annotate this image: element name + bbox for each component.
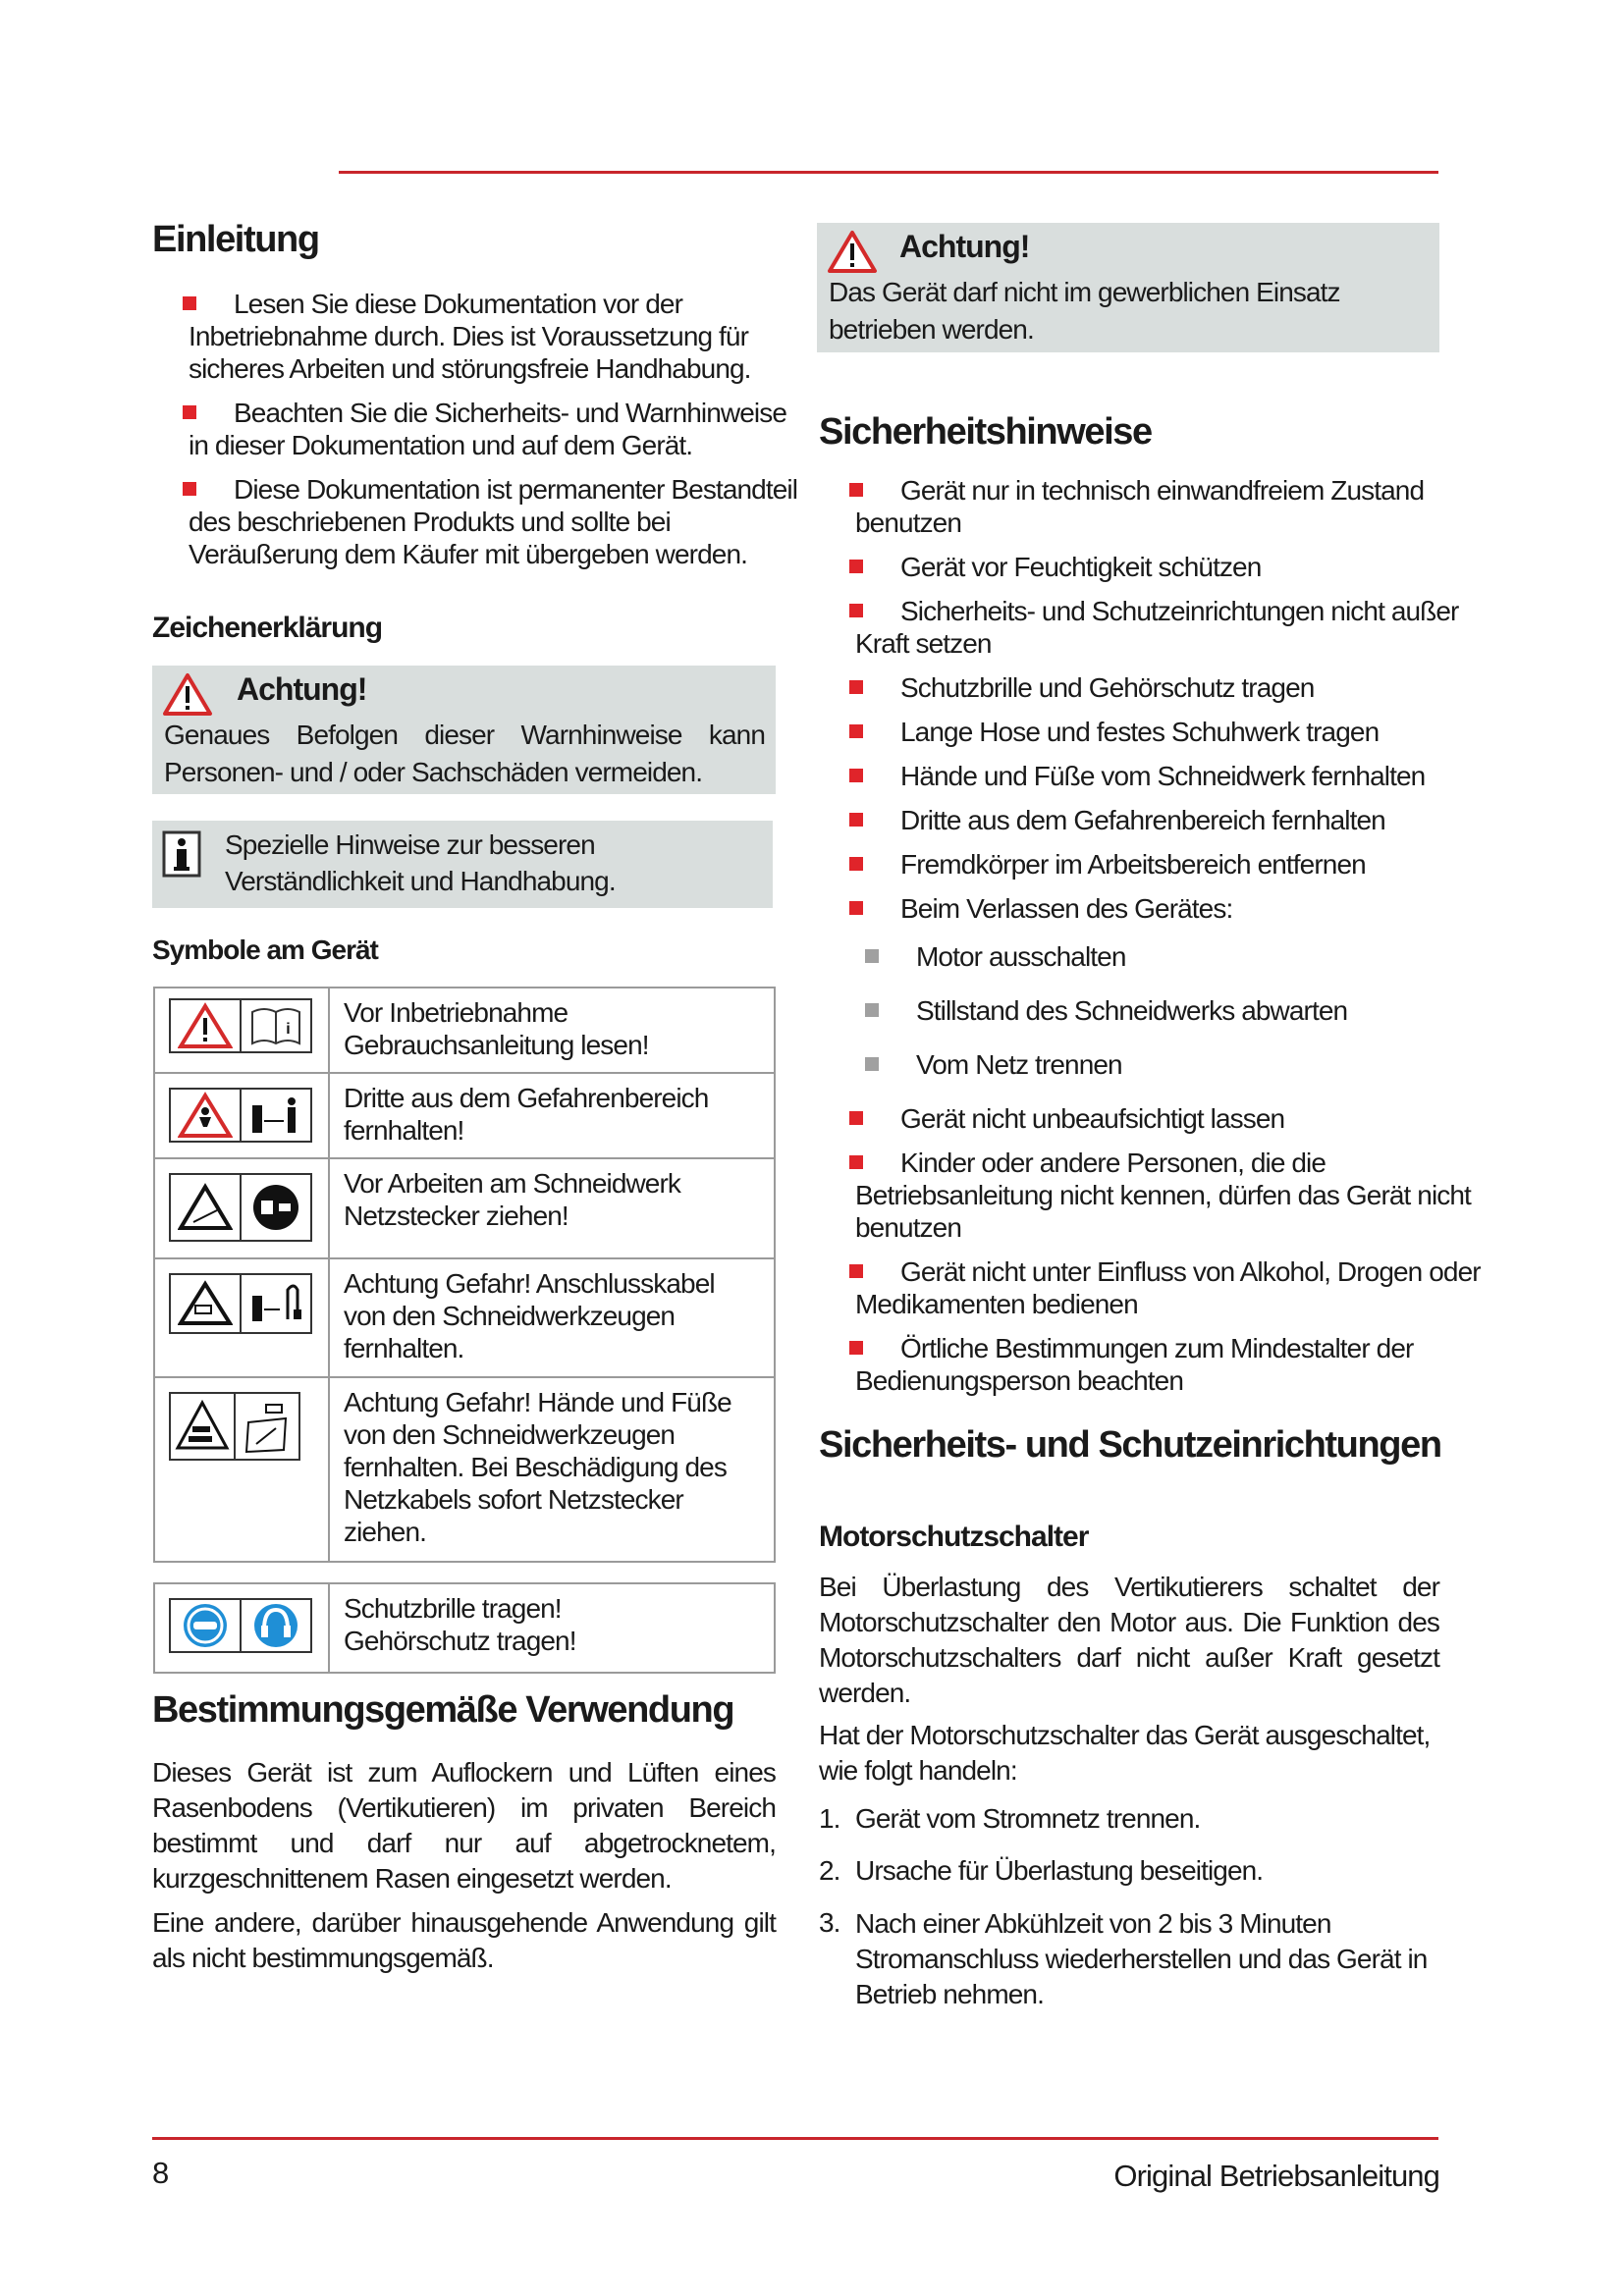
bottom-rule bbox=[152, 2137, 1438, 2140]
item-text: Hände und Füße vom Schneidwerk fernhalten bbox=[900, 761, 1426, 791]
steps-list bbox=[819, 1802, 1439, 2028]
list-item bbox=[855, 1332, 1484, 1397]
ear-protection-icon bbox=[252, 1602, 299, 1649]
warning-triangle-icon bbox=[162, 671, 213, 717]
bullet-icon bbox=[849, 680, 863, 694]
einleitung-list bbox=[189, 288, 807, 582]
bystander-hazard-icon bbox=[178, 1092, 233, 1139]
item-text: Gerät nicht unbeaufsichtigt lassen bbox=[900, 1103, 1285, 1134]
item-text: Dritte aus dem Gefahrenbereich fernhalten bbox=[900, 805, 1385, 835]
list-item bbox=[189, 473, 807, 570]
page-number: 8 bbox=[152, 2156, 169, 2190]
sub-bullet-icon bbox=[865, 1003, 879, 1017]
bullet-icon bbox=[849, 857, 863, 871]
list-item bbox=[855, 1147, 1484, 1244]
ppe-text-ear: Gehörschutz tragen! bbox=[344, 1626, 576, 1656]
keep-distance-icon bbox=[246, 1094, 305, 1137]
heading-schutzeinrichtungen: Sicherheits- und Schutzeinrichtungen bbox=[819, 1424, 1441, 1466]
list-item bbox=[855, 671, 1484, 704]
item-text: Gerät nur in technisch einwandfreiem Zustand benutzen bbox=[855, 475, 1425, 538]
item-text: Sicherheits- und Schutzeinrichtungen nicht außer Kraft setzen bbox=[855, 596, 1459, 659]
heading-sicherheitshinweise: Sicherheitshinweise bbox=[819, 411, 1152, 453]
schutz-paragraph-1: Bei Überlastung des Vertikutierers schaltet der Motorschutzschalter den Motor aus. Die Funktion des Motorschutzschalters darf nicht außer Kraft gesetzt werden. bbox=[819, 1572, 1439, 1708]
symbols-table bbox=[153, 987, 776, 1563]
symbol-text: Achtung Gefahr! Hände und Füße von den Schneidwerkzeugen fernhalten. Bei Beschädigung des Netzkabels sofort Netzstecker ziehen. bbox=[329, 1377, 775, 1562]
info-icon bbox=[162, 830, 201, 878]
step-text: Ursache für Überlastung beseitigen. bbox=[855, 1855, 1264, 1886]
heading-symbole: Symbole am Gerät bbox=[152, 934, 378, 965]
symbol-text: Vor Arbeiten am Schneidwerk Netzstecker ziehen! bbox=[329, 1158, 775, 1258]
list-item bbox=[189, 397, 807, 461]
bullet-icon bbox=[183, 296, 196, 310]
verwendung-paragraph-2: Eine andere, darüber hinausgehende Anwendung gilt als nicht bestimmungsgemäß. bbox=[152, 1907, 776, 1973]
symbol-text: Vor Inbetriebnahme Gebrauchsanleitung lesen! bbox=[329, 988, 775, 1073]
hands-feet-hazard-icon bbox=[175, 1399, 230, 1454]
item-text: Vom Netz trennen bbox=[916, 1049, 1122, 1080]
sub-list-item bbox=[855, 994, 1484, 1027]
ppe-text-goggles: Schutzbrille tragen! bbox=[344, 1593, 562, 1624]
step-text: Gerät vom Stromnetz trennen. bbox=[855, 1803, 1201, 1834]
safety-list bbox=[855, 474, 1484, 1409]
heading-zeichenerklaerung: Zeichenerklärung bbox=[152, 612, 383, 644]
warning-triangle-icon bbox=[827, 229, 878, 274]
footer-title: Original Betriebsanleitung bbox=[1113, 2159, 1439, 2193]
warning-text: Das Gerät darf nicht im gewerblichen Einsatz betrieben werden. bbox=[829, 277, 1340, 345]
bullet-icon bbox=[849, 483, 863, 497]
table-row bbox=[154, 988, 775, 1073]
sub-list-item bbox=[855, 940, 1484, 973]
warning-box bbox=[152, 666, 776, 794]
table-row bbox=[154, 1377, 775, 1562]
sub-bullet-icon bbox=[865, 949, 879, 963]
warning-text: Genaues Befolgen dieser Warnhinweise kann Personen- und / oder Sachschäden vermeiden. bbox=[164, 720, 765, 787]
ppe-table bbox=[153, 1582, 776, 1674]
list-item bbox=[855, 551, 1484, 583]
bullet-icon bbox=[849, 1264, 863, 1278]
table-row bbox=[154, 1158, 775, 1258]
item-text: Örtliche Bestimmungen zum Mindestalter der Bedienungsperson beachten bbox=[855, 1333, 1414, 1396]
bullet-icon bbox=[849, 1155, 863, 1169]
item-text: Lange Hose und festes Schuhwerk tragen bbox=[900, 717, 1380, 747]
cable-hazard-icon bbox=[178, 1280, 233, 1327]
item-text: Gerät vor Feuchtigkeit schützen bbox=[900, 552, 1262, 582]
bullet-icon bbox=[849, 813, 863, 827]
maintenance-manual-icon bbox=[243, 1399, 292, 1454]
bullet-icon bbox=[849, 724, 863, 738]
table-row bbox=[154, 1583, 775, 1673]
bullet-icon bbox=[849, 901, 863, 915]
symbol-text: Dritte aus dem Gefahrenbereich fernhalten! bbox=[329, 1073, 775, 1158]
warning-triangle-icon bbox=[178, 1002, 233, 1049]
item-text: Beim Verlassen des Gerätes: bbox=[900, 893, 1233, 924]
schutz-paragraph-2: Hat der Motorschutzschalter das Gerät ausgeschaltet, wie folgt handeln: bbox=[819, 1720, 1431, 1786]
info-box bbox=[152, 821, 773, 908]
list-item bbox=[189, 288, 807, 385]
step-item bbox=[819, 1802, 1439, 1835]
step-item bbox=[819, 1906, 1439, 2012]
list-item bbox=[855, 892, 1484, 925]
heading-einleitung: Einleitung bbox=[152, 219, 319, 260]
item-text: Beachten Sie die Sicherheits- und Warnhinweise in dieser Dokumentation und auf dem Gerät. bbox=[189, 398, 787, 460]
list-item bbox=[855, 716, 1484, 748]
bullet-icon bbox=[849, 1111, 863, 1125]
table-row bbox=[154, 1258, 775, 1377]
step-text: Nach einer Abkühlzeit von 2 bis 3 Minuten Stromanschluss wiederherstellen und das Gerät in Betrieb nehmen. bbox=[855, 1908, 1428, 2009]
item-text: Diese Dokumentation ist permanenter Bestandteil des beschriebenen Produkts und sollte bei Veräußerung dem Käufer mit übergeben werden. bbox=[189, 474, 798, 569]
list-item bbox=[855, 1255, 1484, 1320]
bullet-icon bbox=[849, 560, 863, 573]
item-text: Kinder oder andere Personen, die die Betriebsanleitung nicht kennen, dürfen das Gerät nicht benutzen bbox=[855, 1148, 1471, 1243]
list-item bbox=[855, 804, 1484, 836]
bullet-icon bbox=[849, 769, 863, 782]
symbol-text: Achtung Gefahr! Anschlusskabel von den Schneidwerkzeugen fernhalten. bbox=[329, 1258, 775, 1377]
step-number: 3. bbox=[819, 1907, 840, 1938]
manual-book-icon bbox=[248, 1004, 303, 1047]
item-text: Fremdkörper im Arbeitsbereich entfernen bbox=[900, 849, 1366, 880]
verwendung-paragraph-1: Dieses Gerät ist zum Auflockern und Lüften eines Rasenbodens (Vertikutieren) im privaten Bereich bestimmt und darf nur auf abgetrocknetem, kurzgeschnittenem Rasen eingesetzt werden. bbox=[152, 1757, 776, 1894]
bullet-icon bbox=[183, 482, 196, 496]
list-item bbox=[855, 760, 1484, 792]
bullet-icon bbox=[849, 1341, 863, 1355]
list-item bbox=[855, 1102, 1484, 1135]
item-text: Motor ausschalten bbox=[916, 941, 1126, 972]
list-item bbox=[855, 595, 1484, 660]
cable-distance-icon bbox=[246, 1280, 305, 1327]
warning-title: Achtung! bbox=[899, 229, 1030, 264]
sub-bullet-icon bbox=[865, 1057, 879, 1071]
heading-verwendung: Bestimmungsgemäße Verwendung bbox=[152, 1689, 734, 1731]
warning-title: Achtung! bbox=[237, 671, 367, 707]
table-row bbox=[154, 1073, 775, 1158]
item-text: Gerät nicht unter Einfluss von Alkohol, Drogen oder Medikamenten bedienen bbox=[855, 1256, 1481, 1319]
bullet-icon bbox=[849, 604, 863, 617]
top-rule bbox=[339, 171, 1438, 174]
svg-text:i: i bbox=[286, 1021, 290, 1038]
info-text: Spezielle Hinweise zur besseren Verständlichkeit und Handhabung. bbox=[225, 829, 616, 896]
item-text: Stillstand des Schneidwerks abwarten bbox=[916, 995, 1348, 1026]
heading-motorschutzschalter: Motorschutzschalter bbox=[819, 1521, 1089, 1553]
item-text: Schutzbrille und Gehörschutz tragen bbox=[900, 672, 1315, 703]
safety-goggles-icon bbox=[182, 1602, 229, 1649]
bullet-icon bbox=[183, 405, 196, 419]
step-number: 1. bbox=[819, 1803, 840, 1834]
item-text: Lesen Sie diese Dokumentation vor der Inbetriebnahme durch. Dies ist Voraussetzung für sicheres Arbeiten und störungsfreie Handhabung. bbox=[189, 289, 751, 384]
step-item bbox=[819, 1854, 1439, 1887]
sub-list-item bbox=[855, 1048, 1484, 1081]
step-number: 2. bbox=[819, 1855, 840, 1886]
blade-hazard-icon bbox=[178, 1183, 233, 1232]
list-item bbox=[855, 474, 1484, 539]
unplug-icon bbox=[251, 1183, 300, 1232]
list-item bbox=[855, 848, 1484, 881]
warning-box-commercial bbox=[817, 223, 1439, 352]
